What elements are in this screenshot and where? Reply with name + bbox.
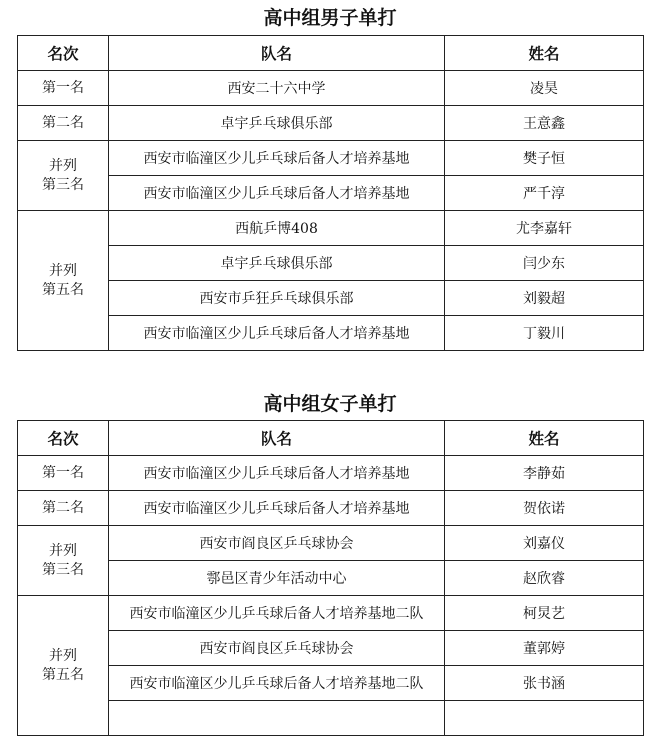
table-row (18, 561, 644, 596)
player-name-cell: 赵欣睿 (445, 561, 644, 596)
table-row (18, 666, 644, 701)
table-row (18, 246, 644, 281)
table-row (18, 316, 644, 351)
rank-label: 第三名 (42, 176, 84, 193)
table-row (18, 631, 644, 666)
table-row (18, 176, 644, 211)
player-name-cell: 丁毅川 (445, 316, 644, 351)
table-row (18, 701, 644, 736)
rank-cell (18, 141, 109, 211)
table-row (18, 71, 644, 106)
header-rank: 名次 (18, 36, 109, 71)
team-cell: 卓宇乒乓球俱乐部 (109, 246, 445, 281)
table-row (18, 596, 644, 631)
rank-label: 第五名 (42, 281, 84, 298)
team-cell: 西航乒博408 (109, 211, 445, 246)
player-name-cell (445, 701, 644, 736)
rank-label: 并列 (49, 647, 77, 664)
rank-label: 第二名 (42, 499, 84, 516)
table-row (18, 281, 644, 316)
player-name-cell: 尤李嘉轩 (445, 211, 644, 246)
team-cell (109, 701, 445, 736)
team-cell: 鄠邑区青少年活动中心 (109, 561, 445, 596)
results-table-boys (17, 35, 644, 351)
player-name-cell: 刘嘉仪 (445, 526, 644, 561)
header-row (18, 421, 644, 456)
player-name-cell: 樊子恒 (445, 141, 644, 176)
section-title-boys: 高中组男子单打 (263, 7, 397, 29)
rank-cell (18, 211, 109, 351)
table-row (18, 141, 644, 176)
header-team: 队名 (109, 421, 445, 456)
team-cell: 西安市临潼区少儿乒乓球后备人才培养基地 (109, 491, 445, 526)
rank-label: 第五名 (42, 666, 84, 683)
team-cell: 西安市临潼区少儿乒乓球后备人才培养基地 (109, 316, 445, 351)
player-name-cell: 柯炅艺 (445, 596, 644, 631)
player-name-cell: 王意鑫 (445, 106, 644, 141)
player-name-cell: 刘毅超 (445, 281, 644, 316)
rank-label: 第一名 (42, 464, 84, 481)
player-name-cell: 张书涵 (445, 666, 644, 701)
rank-label: 第一名 (42, 79, 84, 96)
rank-label: 第二名 (42, 114, 84, 131)
rank-label: 第三名 (42, 561, 84, 578)
player-name-cell: 李静茹 (445, 456, 644, 491)
header-team: 队名 (109, 36, 445, 71)
header-row (18, 36, 644, 71)
rank-cell (18, 491, 109, 526)
rank-cell (18, 526, 109, 596)
player-name-cell: 贺依诺 (445, 491, 644, 526)
section-title-girls: 高中组女子单打 (263, 393, 397, 415)
rank-label: 并列 (49, 157, 77, 174)
team-cell: 西安市临潼区少儿乒乓球后备人才培养基地二队 (109, 666, 445, 701)
team-cell: 西安市临潼区少儿乒乓球后备人才培养基地 (109, 456, 445, 491)
rank-cell (18, 106, 109, 141)
rank-cell (18, 596, 109, 736)
rank-cell (18, 71, 109, 106)
table-row (18, 211, 644, 246)
player-name-cell: 凌昊 (445, 71, 644, 106)
team-cell: 西安市临潼区少儿乒乓球后备人才培养基地 (109, 141, 445, 176)
header-name: 姓名 (445, 36, 644, 71)
table-row (18, 106, 644, 141)
team-cell: 西安市阎良区乒乓球协会 (109, 526, 445, 561)
player-name-cell: 董郭婷 (445, 631, 644, 666)
results-table-girls (17, 420, 644, 736)
team-cell: 卓宇乒乓球俱乐部 (109, 106, 445, 141)
rank-label: 并列 (49, 262, 77, 279)
table-row (18, 491, 644, 526)
header-name: 姓名 (445, 421, 644, 456)
player-name-cell: 严千淳 (445, 176, 644, 211)
team-cell: 西安市临潼区少儿乒乓球后备人才培养基地 (109, 176, 445, 211)
team-cell: 西安市临潼区少儿乒乓球后备人才培养基地二队 (109, 596, 445, 631)
header-rank: 名次 (18, 421, 109, 456)
player-name-cell: 闫少东 (445, 246, 644, 281)
table-row (18, 456, 644, 491)
team-cell: 西安二十六中学 (109, 71, 445, 106)
team-cell: 西安市阎良区乒乓球协会 (109, 631, 445, 666)
team-cell: 西安市乒狂乒乓球俱乐部 (109, 281, 445, 316)
table-row (18, 526, 644, 561)
rank-cell (18, 456, 109, 491)
rank-label: 并列 (49, 542, 77, 559)
